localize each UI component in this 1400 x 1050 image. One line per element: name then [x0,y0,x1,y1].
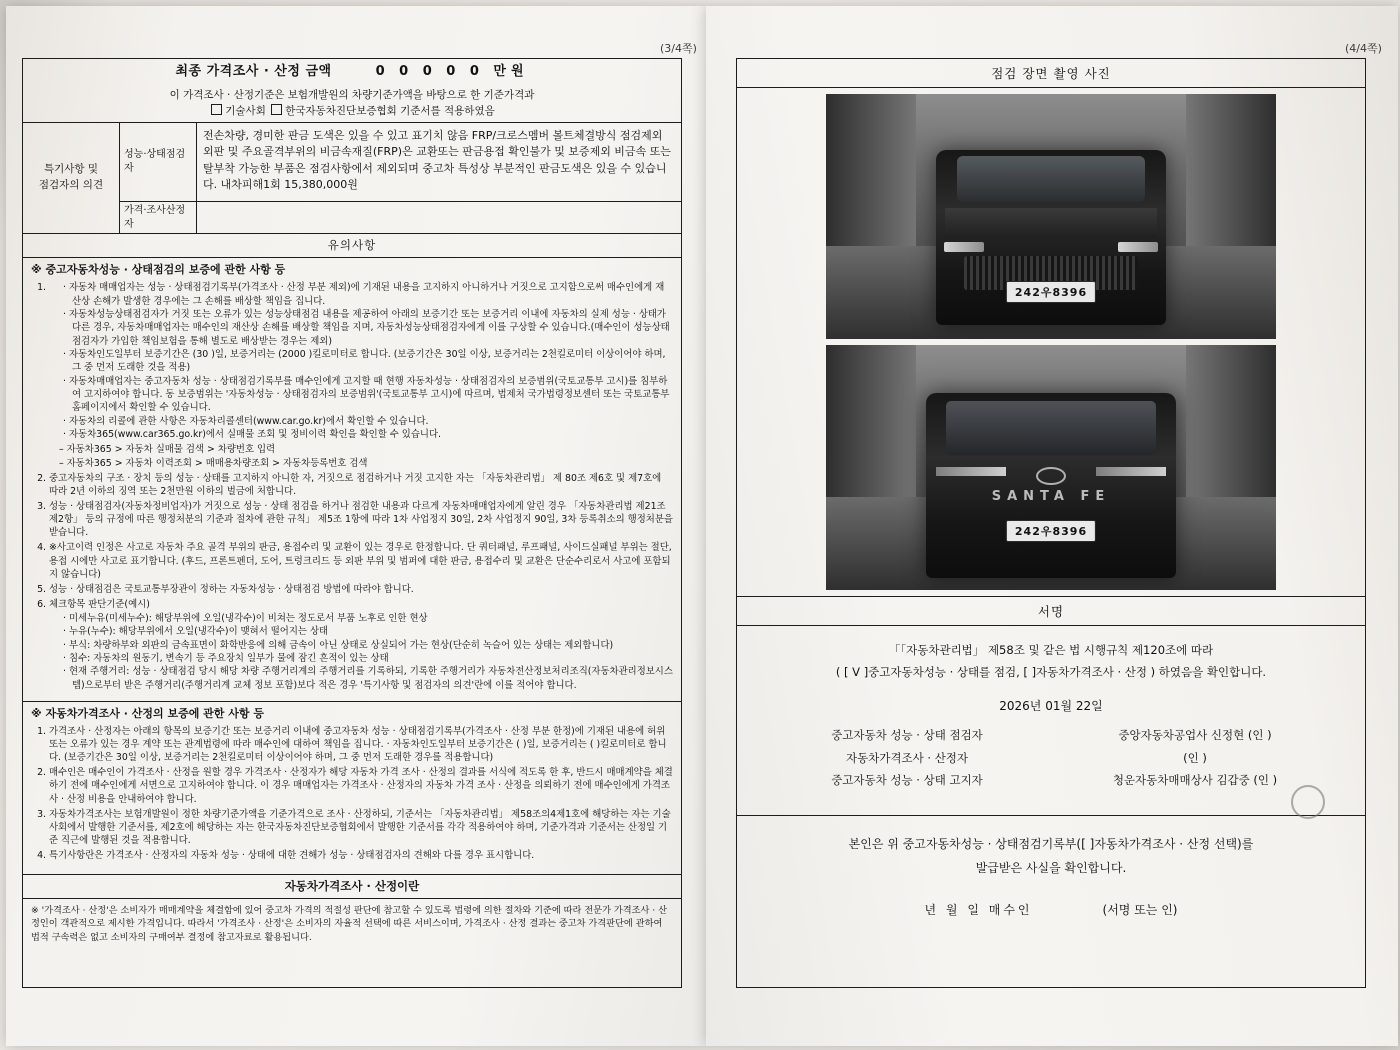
section-1-title: ※ 중고자동차성능 · 상태점검의 보증에 관한 사항 등 [31,262,286,276]
checklist-criteria-list [49,612,673,692]
seal-stamp-icon [1291,785,1325,819]
headlamp-right [1118,242,1158,252]
section-1-sublist [49,281,673,441]
list-item [49,281,673,470]
license-plate-rear: 242우8396 [1006,520,1096,542]
list-item: – 자동차365 > 자동차 실매물 검색 > 차량번호 입력 [59,443,673,456]
checkbox-engineer-society[interactable] [211,104,222,115]
section-2-list [23,725,681,868]
checklist-criteria-label: 체크항목 판단기준(예시) [49,598,150,610]
model-badge: SANTA FE [991,489,1111,504]
inspection-photos-and-signature [736,58,1366,988]
signature-section-title: 서명 [737,596,1365,626]
statement-line-1: 「「자동차관리법」 제58조 및 같은 법 시행규칙 제120조에 따라 [888,643,1214,657]
statement-line-2: ( [ V ]중고자동차성능 · 상태를 점검, [ ]자동차가격조사 · 산정 ) 하였음을 확인합니다. [835,664,1267,679]
list-item: · 자동차매매업자는 중고자동차 성능 · 상태점검기록부를 매수인에게 고지할 때 현행 자동차성능 · 상태점검자의 보증범위(국토교통부 고시)를 침부하여 고지하여야 합니다. 동 보증범위는 '자동차성능 · 상태점검자의 보증범위'(국토교통부 고시)에 따르며, 법제처 국가법령정보센터 또는 국토교통부 홈페이지에서 확인할 수 있습니다. [63,375,673,415]
confirm-line-1: 본인은 위 중고자동차성능 · 상태점검기록부([ ]자동차가격조사 · 산정 선택)를 [848,836,1254,851]
list-item: · 부식: 차량하부와 외판의 금속표면이 화학반응에 의해 금속이 아닌 상태로 상실되어 가는 현상(단순히 녹슬어 있는 상태는 제외합니다) [63,639,673,652]
final-price-standard-line [23,104,681,120]
definition-body: ※ '가격조사 · 산정'은 소비자가 매매계약을 체결함에 있어 중고차 가격의 적절성 판단에 참고할 수 있도록 법령에 의한 절차와 기준에 따라 전문가 가격조사 · 산정인이 객관적으로 제시한 가격입니다. 따라서 '가격조사 · 산정'은 소비자의 자율적 선택에 따른 서비스이며, 가격조사 · 산정 결과는 중고차 가격판단에 관하여 법적 구속력은 없고 소비자의 구매여부 결정에 참고자료로 활용됩니다. [31,905,668,943]
hyundai-logo-icon [1036,467,1066,485]
hood [945,208,1157,238]
list-item: – 자동차365 > 자동차 이력조회 > 매매용차량조회 > 자동차등록번호 검색 [59,457,673,470]
list-item: 3. 자동차가격조사는 보험개발원이 정한 차량기준가액을 기준가격으로 조사 · 산정하되, 기준서는 「자동차관리법」 제58조의4제1호에 해당하는 자는 기술사회에서 발행한 기준서를, 제2호에 해당하는 자는 한국자동차진단보증협회에서 발행한 기준서를 각각 적용하여야 하며, 기준가격과 기준서는 산정일 기준 직근에 발행된 것을 적용합니다. [49,808,673,848]
rear-view-photo [826,345,1276,590]
performance-check-notice-table [22,58,682,988]
section-1-list [23,281,681,698]
list-item: · 자동차성능상태점검자가 거짓 또는 오류가 있는 성능상태점검 내용을 제공하여 아래의 보증기간 또는 보증거리 이내에 자동차의 실제 성능 · 상태가 다른 경우, 자동차매매업자는 매수인의 재산상 손해를 배상할 책임을 지며, 자동차성능상태점검자에게 이를 구상할 수 있습니다.(매수인이 성능상태점검자가 가입한 책임보험을 통해 별도로 배상받는 경우는 제외) [63,308,673,348]
special-notes-inspector-label: 성능·상태점검 자 [120,123,197,201]
special-notes-label: 특기사항 및 점검자의 의견 [23,123,120,233]
signer-role-notifier: 중고자동차 성능 · 상태 고지자 [831,773,983,788]
special-notes-body: 전손차량, 경미한 판금 도색은 있을 수 있고 표기치 않음 FRP/크로스멤버 볼트체결방식 점검제외 외판 및 주요골격부위의 비금속재질(FRP)은 교환또는 판금용접 확인불가 및 보증제외 비금속 또는 탈부착 가능한 부품은 점검사항에서 제외되며 중고차 특성상 부분적인 판금도색은 있을 수 있습니다. 내차피해1회 15,380,000원 [203,128,671,191]
special-notes-section [23,123,681,234]
vehicle-front [936,150,1166,325]
checkbox-kadwa[interactable] [271,104,282,115]
signer-role-inspector: 중고자동차 성능 · 상태 점검자 [831,728,983,743]
signer-name-inspector: 중앙자동차공업사 신정현 (인 ) [1118,728,1272,743]
signer-name-notifier: 청운자동차매매상사 김갑중 (인 ) [1112,773,1278,788]
taillamp-right [1096,467,1166,476]
vehicle-rear [926,393,1176,578]
list-item: 4. 특기사항란은 가격조사 · 산정자의 자동차 성능 · 상태에 대한 견해가 성능 · 상태점검자의 견해와 다를 경우 표시합니다. [49,849,673,862]
list-item: 5. 성능 · 상태점검은 국토교통부장관이 정하는 자동차성능 · 상태점검 방법에 따라야 합니다. [49,583,673,596]
final-price-section [23,59,681,123]
buyer-signature-line [755,898,1347,922]
list-item: 2. 중고자동차의 구조 · 장치 등의 성능 · 상태를 고지하지 아니한 자, 거짓으로 점검하거나 거짓 고지한 자는 「자동차관리법」 제 80조 제6호 및 제7호에 따라 2년 이하의 징역 또는 2천만원 이하의 벌금에 처합니다. [49,472,673,499]
list-item: 2. 매수인은 매수인이 가격조사 · 산정을 원할 경우 가격조사 · 산정자가 해당 자동차 가격 조사 · 산정의 결과를 서식에 적도록 한 후, 반드시 매매계약을 체결하기 전에 매수인에게 서면으로 고지하여야 합니다. 이 경우 매매업자는 가격조사 · 산정자의 자동차 가격 조사 · 산정을 의뢰하기 전에 매수인에게 가격조사 · 산정 비용을 안내하여야 합니다. [49,766,673,806]
final-price-applied-text: 기준서를 적용하였음 [400,104,495,117]
notice-title: 유의사항 [23,234,681,258]
final-price-title: 최종 가격조사 · 산정 금액 [175,64,332,80]
taillamp-left [936,467,1006,476]
final-price-subtext-line1: 이 가격조사 · 산정기준은 보험개발원의 차량기준가액을 바탕으로 한 기준가격과 [169,89,535,101]
list-item: · 미세누유(미세누수): 해당부위에 오일(냉각수)이 비쳐는 정도로서 부품 노후로 인한 현상 [63,612,673,625]
page-marker-right: (4/4쪽) [1345,42,1382,55]
list-item: 1. 가격조사 · 산정자는 아래의 항목의 보증기간 또는 보증거리 이내에 중고자동차 성능 · 상태점검기록부(가격조사 · 산정 부분 한정)에 기재된 내용에 허위 또는 오류가 있는 경우 계약 또는 관계법령에 따라 매수인에 대하여 책임을 집니다. · 자동차인도일부터 보증기간은 ( )일, 보증거리는 ( )킬로미터로 합니다. (보증기간은 30일 이상, 보증거리는 2천킬로미터 이상이어야 하며, 그 중 먼저 도래한 경우를 적용합니다) [49,725,673,765]
buyer-label: 년 월 일 매수인 [924,902,1033,917]
list-item: 3. 성능 · 상태점검자(자동차정비업자)가 거짓으로 성능 · 상태 점검을 하거나 점검한 내용과 다르게 자동차매매업자에게 알린 경우 「자동차관리법 제21조 제2항」 등의 규정에 따른 행정처분의 기준과 절차에 관한 규칙」 제5조 1항에 따라 1차 사업정지 30일, 2차 사업정지 90일, 3차 등록취소의 행정처분을 받습니다. [49,500,673,540]
checkbox-engineer-society-label: 기술사회 [225,104,266,117]
list-item: · 현재 주행거리: 성능 · 상태점검 당시 해당 차량 주행거리계의 주행거리를 기록하되, 기록한 주행거리가 자동차전산정보처리조직(자동차관리정보시스템)으로부터 받은 주행거리(주행거리계 교체 정보 포함)보다 적은 경우 '특기사항 및 점검자의 의견'란에 이를 적어야 합니다. [63,665,673,692]
final-price-amount: 0 0 0 0 0 만원 [375,64,529,80]
headlamp-left [944,242,984,252]
photo-area [737,88,1365,596]
list-item [49,598,673,692]
signer-name-appraiser: (인 ) [1183,750,1207,765]
checkbox-kadwa-label: 한국자동차진단보증협회 [285,104,397,117]
final-price-header [23,59,681,85]
section-1-dash-list [59,443,673,470]
section-2-title: ※ 자동차가격조사 · 산정의 보증에 관한 사항 등 [31,707,264,720]
front-view-photo [826,94,1276,339]
final-price-subtext [23,85,681,122]
list-item: · 자동차의 리콜에 관한 사항은 자동차리콜센터(www.car.go.kr)에서 확인할 수 있습니다. [63,415,673,428]
buyer-signature-hint: (서명 또는 인) [1102,902,1178,917]
list-item: · 1. 자동차 매매업자는 성능 · 상태점검기록부(가격조사 · 산정 부분 제외)에 기재된 내용을 고지하지 아니하거나 거짓으로 고지함으로써 매수인에게 재산상 손해가 발생한 경우에는 그 손해를 배상할 책임을 집니다. [63,281,673,308]
confirm-line-2: 발급받은 사실을 확인합니다. [975,860,1127,875]
list-item: · 자동차인도일부터 보증기간은 (30 )일, 보증거리는 (2000 )킬로미터로 합니다. (보증기간은 30일 이상, 보증거리는 2천킬로미터 이상이어야 하며, 그 중 먼저 도래한 것을 적용) [63,348,673,375]
photo-section-title: 점검 장면 촬영 사진 [737,59,1365,88]
special-notes-appraiser-label: 가격·조사산정 자 [120,202,197,234]
signature-body [737,626,1365,801]
buyer-confirmation-box [737,815,1365,938]
signers-grid [753,726,1349,791]
page-marker-left: (3/4쪽) [660,42,697,55]
license-plate-front: 242우8396 [1006,281,1096,303]
list-item: · 자동차365(www.car365.go.kr)에서 실매물 조회 및 정비이력 확인을 확인할 수 있습니다. [63,428,673,441]
rear-glass [946,401,1156,455]
list-item: · 침수: 자동차의 원동기, 변속기 등 주요장치 일부가 물에 잠긴 흔적이 있는 상태 [63,652,673,665]
special-notes-appraiser-body [197,202,681,234]
list-item: 4. ※사고이력 인정은 사고로 자동차 주요 골격 부위의 판금, 용접수리 및 교환이 있는 경우로 한정합니다. 단 쿼터패널, 루프패널, 사이드실패널 부위는 절단, 용접 시에만 사고로 표기합니다. (후드, 프론트펜더, 도어, 트렁크리드 등 외판 부위 및 범퍼에 대한 판금, 용접수리 및 교환은 단순수리로서 사고에 포함되지 않습니다) [49,541,673,581]
windshield [957,156,1146,202]
signature-date: 2026년 01월 22일 [999,698,1103,713]
signer-role-appraiser: 자동차가격조사 · 산정자 [845,750,969,765]
list-item: · 누유(누수): 해당부위에서 오일(냉각수)이 맺혀서 떨어지는 상태 [63,625,673,638]
definition-title: 자동차가격조사 · 산정이란 [23,874,681,899]
